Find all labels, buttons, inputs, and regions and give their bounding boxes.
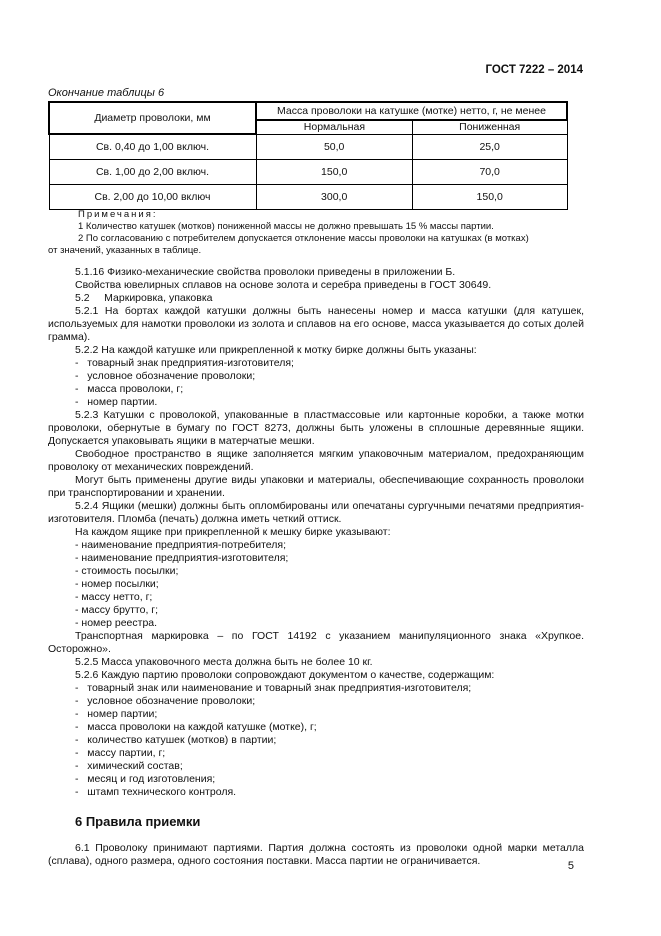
paragraph: Транспортная маркировка – по ГОСТ 14192 с указанием манипуляционного знака «Хрупкое. Осторожно».	[48, 630, 584, 655]
list-item: - массу партии, г;	[75, 747, 166, 759]
list-item: - условное обозначение проволоки;	[75, 370, 256, 382]
cell-diameter: Св. 1,00 до 2,00 включ.	[49, 159, 256, 184]
paragraph: 5.2.2 На каждой катушке или прикрепленной к мотку бирке должны быть указаны:	[75, 344, 477, 356]
paragraph: 5.1.16 Физико-механические свойства проволоки приведены в приложении Б.	[75, 266, 456, 278]
list-item: - наименование предприятия-изготовителя;	[75, 552, 289, 564]
list-item: - штамп технического контроля.	[75, 786, 237, 798]
paragraph: Свойства ювелирных сплавов на основе золота и серебра приведены в ГОСТ 30649.	[75, 279, 492, 291]
col-mass-header: Масса проволоки на катушке (мотке) нетто, г, не менее	[256, 102, 567, 120]
list-item: - массу нетто, г;	[75, 591, 153, 603]
list-item: - номер партии;	[75, 708, 158, 720]
list-item: - номер посылки;	[75, 578, 159, 590]
paragraph: 6.1 Проволоку принимают партиями. Партия должна состоять из проволоки одной марки металла (сплава), одного размера, одного состояния поставки. Масса партии не ограничивается.	[48, 842, 584, 867]
list-item: - масса проволоки на каждой катушке (мотке), г;	[75, 721, 317, 733]
list-item: - количество катушек (мотков) в партии;	[75, 734, 277, 746]
paragraph: Могут быть применены другие виды упаковки и материалы, обеспечивающие сохранность проволоки при транспортировании и хранении.	[48, 474, 584, 499]
list-item: - стоимость посылки;	[75, 565, 179, 577]
col-diameter-header: Диаметр проволоки, мм	[49, 102, 256, 134]
page-number: 5	[567, 860, 574, 872]
subsection-heading: 5.2 Маркировка, упаковка	[75, 292, 213, 304]
table-row	[49, 134, 567, 159]
table-notes	[48, 208, 568, 257]
list-item: - номер партии.	[75, 396, 158, 408]
table-6	[48, 101, 568, 210]
notes-title: Примечания:	[78, 209, 158, 220]
paragraph: 5.2.1 На бортах каждой катушки должны быть нанесены номер и масса катушки (для катушек, используемых для намотки проволоки из золота и сплавов на его основе, масса указывается до сотых долей грамма).	[48, 305, 584, 343]
list-item: - товарный знак или наименование и товарный знак предприятия-изготовителя;	[75, 682, 472, 694]
note-2: 2 По согласованию с потребителем допускается отклонение массы проволоки на катушках (в мотках)	[78, 233, 529, 244]
cell-reduced: 25,0	[412, 134, 567, 159]
list-item: - месяц и год изготовления;	[75, 773, 216, 785]
col-reduced-header: Пониженная	[412, 120, 567, 134]
note-1: 1 Количество катушек (мотков) пониженной массы не должно превышать 15 % массы партии.	[78, 221, 494, 232]
list-item: - товарный знак предприятия-изготовителя;	[75, 357, 294, 369]
paragraph: 5.2.5 Масса упаковочного места должна быть не более 10 кг.	[75, 656, 373, 668]
list-item: - массу брутто, г;	[75, 604, 159, 616]
note-2-continuation: от значений, указанных в таблице.	[48, 245, 202, 256]
cell-normal: 150,0	[256, 159, 412, 184]
standard-header: ГОСТ 7222 – 2014	[485, 64, 583, 76]
cell-reduced: 150,0	[412, 184, 567, 209]
cell-normal: 50,0	[256, 134, 412, 159]
paragraph: 5.2.4 Ящики (мешки) должны быть опломбированы или опечатаны сургучными печатями предприятия-изготовителя. Пломба (печать) должна иметь четкий оттиск.	[48, 500, 584, 525]
paragraph: 5.2.3 Катушки с проволокой, упакованные в пластмассовые или картонные коробки, а также мотки проволоки, обернутые в бумагу по ГОСТ 8273, должны быть уложены в сплошные деревянные ящики. Допускается упаковывать ящики в матерчатые мешки.	[48, 409, 584, 447]
document-body	[48, 266, 584, 868]
list-item: - наименование предприятия-потребителя;	[75, 539, 286, 551]
paragraph: 5.2.6 Каждую партию проволоки сопровождают документом о качестве, содержащим:	[75, 669, 495, 681]
table-row	[49, 184, 567, 209]
cell-normal: 300,0	[256, 184, 412, 209]
section-heading: 6 Правила приемки	[75, 814, 201, 829]
list-item: - условное обозначение проволоки;	[75, 695, 256, 707]
cell-reduced: 70,0	[412, 159, 567, 184]
col-normal-header: Нормальная	[256, 120, 412, 134]
paragraph: Свободное пространство в ящике заполняется мягким упаковочным материалом, предохраняющим проволоку от механических повреждений.	[48, 448, 584, 473]
list-item: - химический состав;	[75, 760, 183, 772]
list-item: - номер реестра.	[75, 617, 158, 629]
table-row	[49, 159, 567, 184]
cell-diameter: Св. 2,00 до 10,00 включ	[49, 184, 256, 209]
table-caption: Окончание таблицы 6	[48, 87, 165, 99]
cell-diameter: Св. 0,40 до 1,00 включ.	[49, 134, 256, 159]
paragraph: На каждом ящике при прикрепленной к мешку бирке указывают:	[75, 526, 391, 538]
list-item: - масса проволоки, г;	[75, 383, 184, 395]
